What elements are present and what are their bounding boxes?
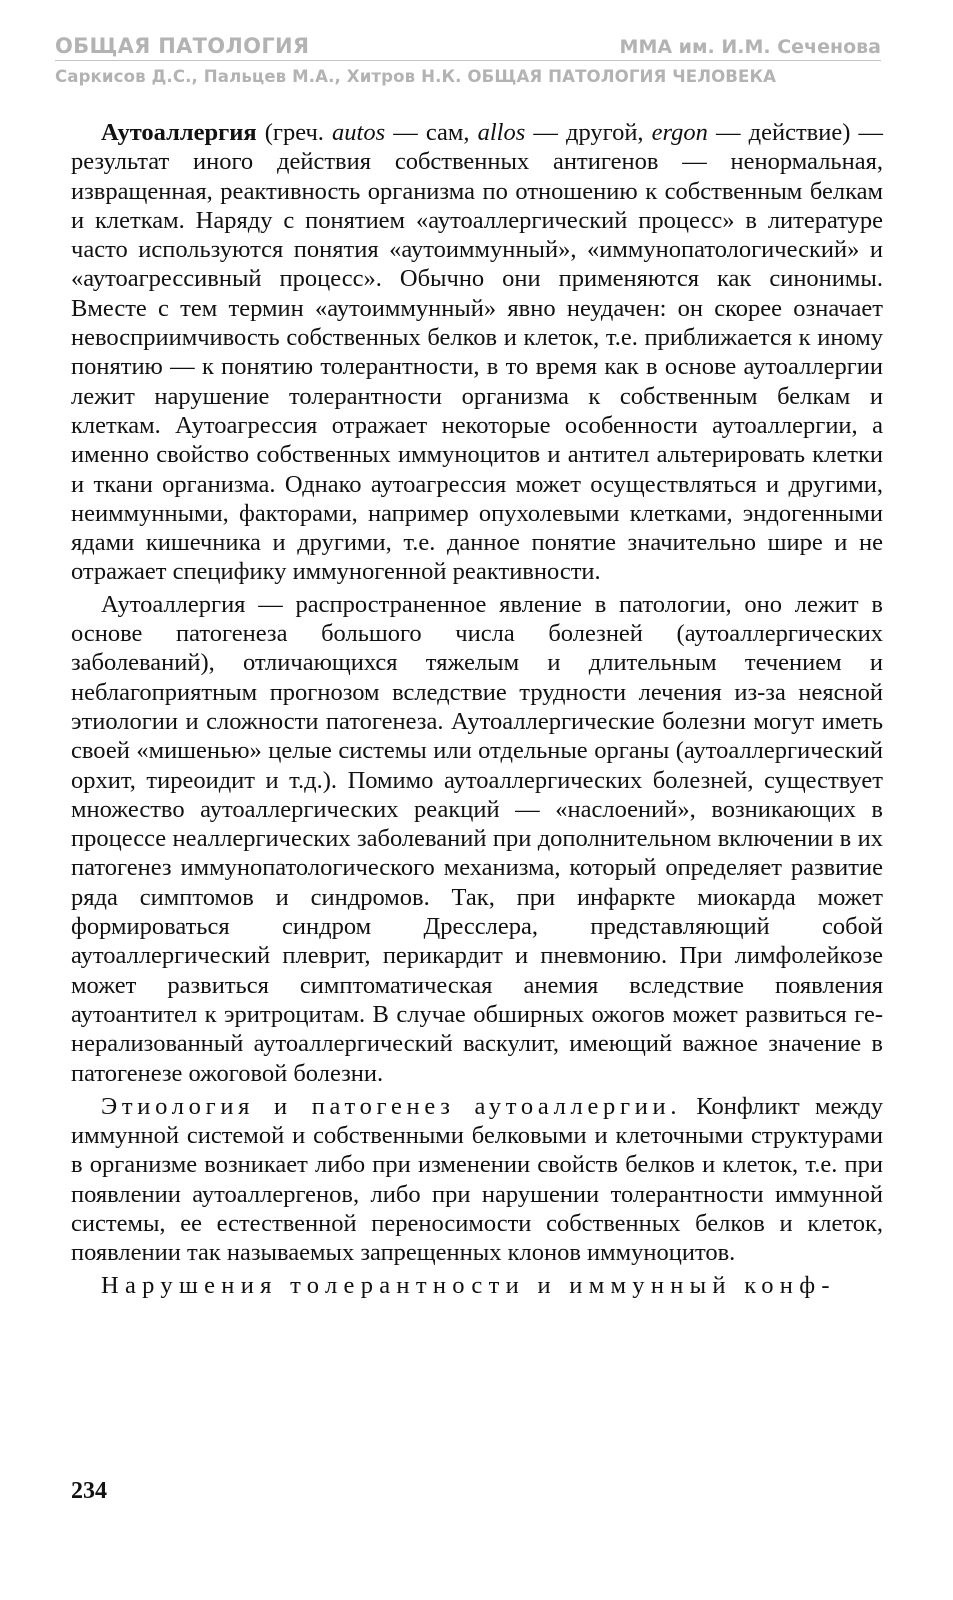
running-header-title: ОБЩАЯ ПАТОЛОГИЯ xyxy=(55,34,310,58)
term-autoallergy: Аутоаллергия xyxy=(101,119,257,146)
paragraph-autoallergy-prevalence: Аутоаллергия — распространенное явление в патологии, оно лежит в основе патогенеза большого числа болезней (аутоаллергических заболеваний), отличающихся тяжелым и длительным течением и неблагоприятным прогнозом вследствие трудности лечения из-за неясной этиологии и сложности патогенеза. Аутоаллергические болезни могут иметь своей «мишенью» целые системы или отдельные органы (аутоаллергический орхит, тиреоидит и т.д.). Помимо аутоаллергических болезней, существует множество аутоаллергических реакций — «наслоений», возникающих в процессе неаллергических заболеваний при дополнительном включении в их патогенез иммунопатологического механизма, который определяет развитие ряда симптомов и синдромов. Так, при инфаркте миокарда может формироваться синдром Дресслера, представляющий собой аутоаллергический плеврит, перикардит и пневмонию. При лимфолейкозе может развиться симптоматическая анемия вследствие появления аутоантител к эритроцитам. В случае обширных ожогов может развиться генерализованный аутоаллергический васкулит, имеющий важное значение в патогенезе ожоговой болезни. xyxy=(71,590,883,1087)
section-heading-tolerance: Нарушения толерантности и иммунный конф- xyxy=(101,1271,836,1299)
header-divider xyxy=(55,60,881,61)
paragraph-autoallergy-definition xyxy=(71,118,883,587)
etymology-text-2: — сам, xyxy=(385,119,478,146)
greek-word-allos: allos xyxy=(477,119,526,146)
paragraph-tolerance xyxy=(71,1271,883,1300)
paragraph-1-text: — действие) — результат иного действия собственных антигенов — ненормальная, извращенная, реактивность организма по отношению к собственным белкам и клеткам. Наряду с понятием «аутоаллергический процесс» в литературе часто используются понятия «аутоиммунный», «иммунопатологический» и «аутоагрессивный процесс». Обычно они применяются как синонимы. Вместе с тем термин «аутоиммунный» явно неудачен: он скорее означает невосприимчивость собственных белков и клеток, т.е. приближается к иному понятию — к понятию толерантности, в то время как в основе аутоаллергии лежит нарушение толерантности организма к собственным белкам и клеткам. Аутоагрессия отражает некоторые особенности аутоаллергии, а именно свойство собственных иммуноцитов и антител альтерировать клетки и ткани организма. Однако аутоагрессия может осуществляться и другими, неиммунными, факторами, например опухолевыми клетками, эндогенными ядами кишечника и другими, т.е. данное понятие значительно шире и не отражает специфику иммуногенной реактивности. xyxy=(71,119,883,586)
section-heading-etiology: Этиология и патогенез аутоаллергии. xyxy=(101,1092,682,1120)
greek-word-ergon: ergon xyxy=(651,119,708,146)
running-header-authors: Саркисов Д.С., Пальцев М.А., Хитров Н.К. ОБЩАЯ ПАТОЛОГИЯ ЧЕЛОВЕКА xyxy=(55,67,777,86)
body-text xyxy=(71,118,883,1300)
paragraph-etiology xyxy=(71,1092,883,1268)
paragraph-3-text: Конфликт между иммунной системой и собственными белковыми и клеточными структурами в организме возникает либо при изменении свойств белков и клеток, т.е. при появлении аутоаллергенов, либо при нарушении толерантности иммунной системы, ее естественной переносимости собственных белков и клеток, появлении так называемых запрещенных клонов иммуноцитов. xyxy=(71,1092,883,1267)
running-header-publisher: ММА им. И.М. Сеченова xyxy=(619,36,881,58)
etymology-text-3: — другой, xyxy=(525,119,652,146)
page-number: 234 xyxy=(71,1478,107,1504)
etymology-text-1: (греч. xyxy=(256,119,333,146)
greek-word-autos: autos xyxy=(332,119,386,146)
